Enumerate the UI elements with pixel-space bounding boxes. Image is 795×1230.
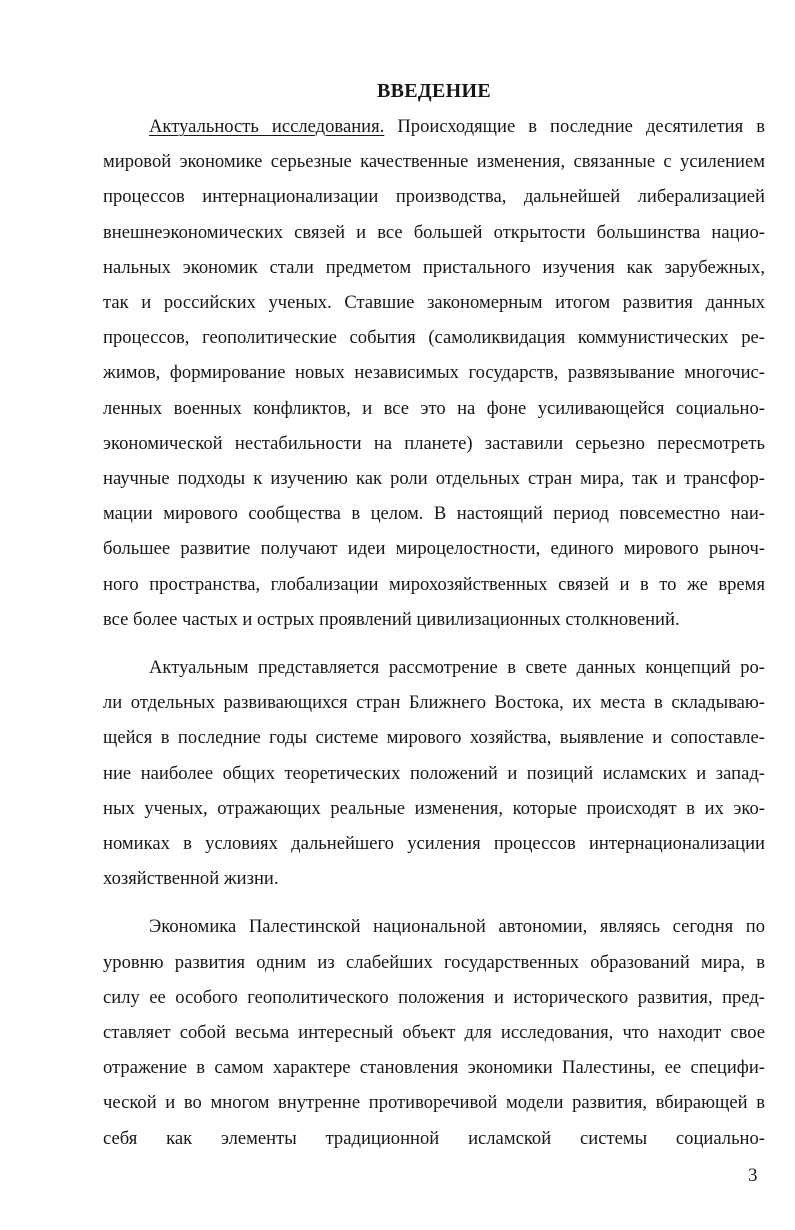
text-line: ние наиболее общих теоретических положений и позиций исламских и запад-	[103, 762, 765, 784]
text-line: ставляет собой весьма интересный объект для исследования, что находит свое	[103, 1022, 765, 1044]
text-line: нальных экономик стали предметом пристального изучения как зарубежных,	[103, 256, 765, 278]
text-line: номиках в условиях дальнейшего усиления процессов интернационализации	[103, 833, 765, 855]
text-line: процессов, геополитические события (самоликвидация коммунистических ре-	[103, 327, 765, 349]
text-line: ного пространства, глобализации мирохозяйственных связей и в то же время	[103, 573, 765, 595]
text-line: внешнеэкономических связей и все большей открытости большинства нацио-	[103, 221, 765, 243]
text-line: ных ученых, отражающих реальные изменения, которые происходят в их эко-	[103, 797, 765, 819]
text-line: экономической нестабильности на планете) заставили серьезно пересмотреть	[103, 432, 765, 454]
text-line: уровню развития одним из слабейших государственных образований мира, в	[103, 951, 765, 973]
document-page	[103, 78, 765, 1156]
text-line: себя как элементы традиционной исламской системы социально-	[103, 1127, 765, 1149]
text-line: мации мирового сообщества в целом. В настоящий период повсеместно наи-	[103, 503, 765, 525]
paragraph-middle-east	[103, 650, 765, 896]
text-line: процессов интернационализации производства, дальнейшей либерализацией	[103, 186, 765, 208]
text-line: Экономика Палестинской национальной автономии, являясь сегодня по	[149, 916, 765, 938]
text-line: Актуальность исследования. Происходящие в последние десятилетия в	[149, 116, 765, 137]
paragraph-palestine	[103, 909, 765, 1155]
text-line: отражение в самом характере становления экономики Палестины, ее специфи-	[103, 1057, 765, 1079]
text-line: ли отдельных развивающихся стран Ближнего Востока, их места в складываю-	[103, 692, 765, 714]
text-line: силу ее особого геополитического положения и исторического развития, пред-	[103, 986, 765, 1008]
text-line: Актуальным представляется рассмотрение в свете данных концепций ро-	[149, 657, 765, 679]
text-line: мировой экономике серьезные качественные изменения, связанные с усилением	[103, 151, 765, 173]
page-number: 3	[748, 1165, 758, 1186]
text-line: ленных военных конфликтов, и все это на фоне усиливающейся социально-	[103, 397, 765, 419]
text-line: так и российских ученых. Ставшие закономерным итогом развития данных	[103, 292, 765, 314]
text-line: все более частых и острых проявлений цивилизационных столкновений.	[103, 608, 680, 630]
text-line: большее развитие получают идеи мироцелостности, единого мирового рыноч-	[103, 538, 765, 560]
text-line: щейся в последние годы системе мирового хозяйства, выявление и сопоставле-	[103, 727, 765, 749]
paragraph-relevance	[103, 109, 765, 637]
text-line: хозяйственной жизни.	[103, 868, 279, 890]
section-title: ВВЕДЕНИЕ	[377, 80, 491, 102]
text-line: научные подходы к изучению как роли отдельных стран мира, так и трансфор-	[103, 468, 765, 490]
text-line: ческой и во многом внутренне противоречивой модели развития, вбирающей в	[103, 1092, 765, 1114]
relevance-heading: Актуальность исследования.	[149, 116, 385, 137]
text-line: жимов, формирование новых независимых государств, развязывание многочис-	[103, 362, 765, 384]
